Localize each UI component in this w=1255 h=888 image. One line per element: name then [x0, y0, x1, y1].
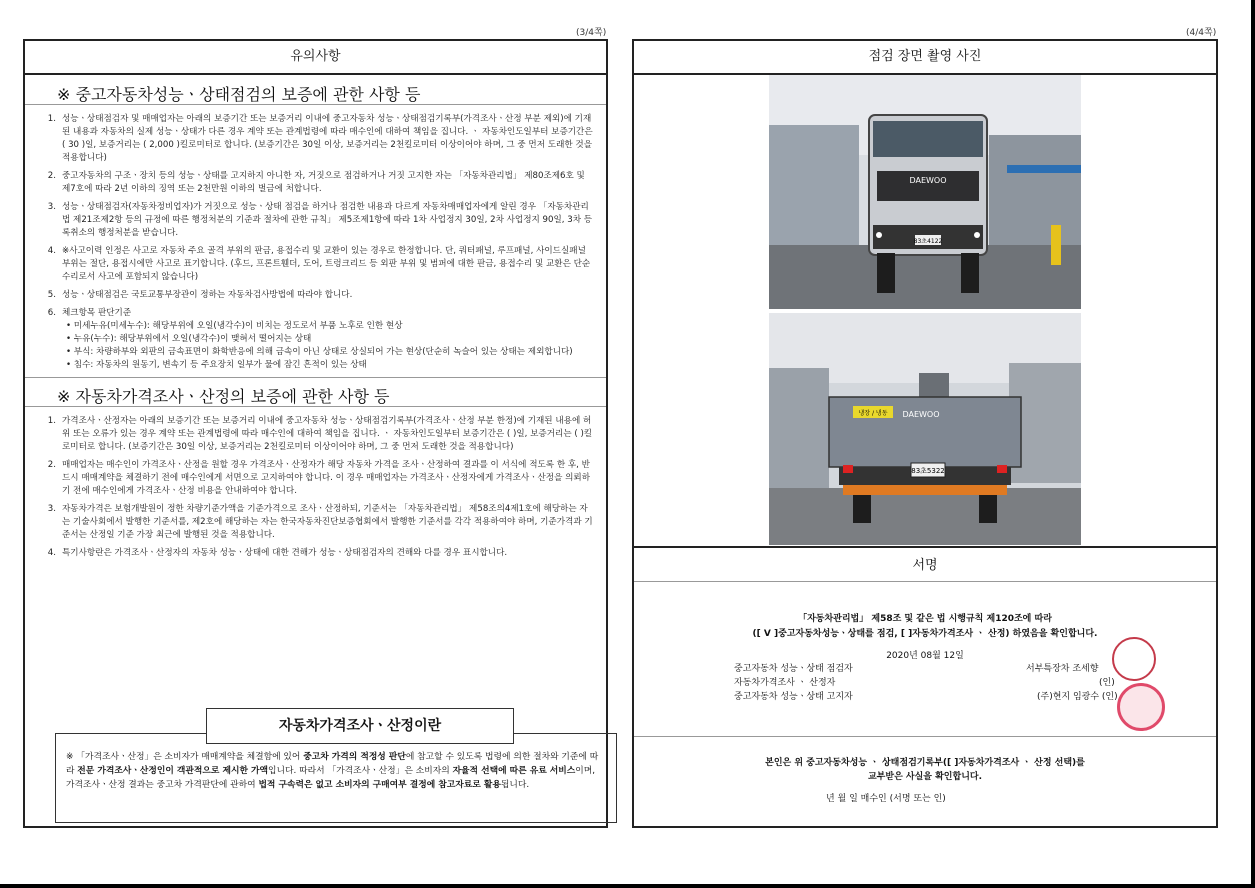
list-item-number: 2.: [47, 460, 56, 470]
list-item-text: [62, 415, 594, 454]
front-truck-photo: [769, 75, 1081, 309]
list-item: [39, 245, 594, 284]
list-item-number: 4.: [47, 246, 56, 256]
list-item-body: 체크항목 판단기준: [62, 308, 132, 318]
price-info-title: 자동차가격조사ㆍ산정이란: [206, 708, 514, 744]
list-item-text: [62, 547, 594, 560]
list-item-body: 성능ㆍ상태점검자(자동차정비업자)가 거짓으로 성능ㆍ상태 점검을 하거나 점검한 내용과 다르게 자동차매매업자에게 알린 경우 「자동차관리법 제21조제2항 등의 규정에 따른 행정처분의 기준과 절차에 관한 규칙」 제5조제1항에 따라 1차 사업정지 30일, 2차 사업정지 90일, 3차 등록취소의 행정처분을 받습니다.: [62, 202, 593, 238]
front-plate: 83초4122: [913, 238, 943, 245]
list-item-number: 3.: [47, 504, 56, 514]
list-item-text: [62, 459, 594, 498]
criteria-item: • 부식: 차량하부와 외판의 금속표면이 화학반응에 의해 금속이 아닌 상태로 상실되어 가는 현상(단순히 녹슬어 있는 상태는 제외합니다): [66, 347, 573, 357]
criteria-item: • 미세누유(미세누수): 해당부위에 오일(냉각수)이 비치는 정도로서 부품 노후로 인한 현상: [66, 321, 403, 331]
list-item-body: 성능ㆍ상태점검은 국토교통부장관이 정하는 자동차검사방법에 따라야 합니다.: [62, 290, 353, 300]
list-item-body: 매매업자는 매수인이 가격조사ㆍ산정을 원할 경우 가격조사ㆍ산정자가 해당 자동차 가격을 조사ㆍ산정하여 결과를 이 서식에 적도록 한 후, 반드시 매매계약을 체결하기 전에 매수인에게 서면으로 고지하여야 합니다. 이 경우 매매업자는 가격조사ㆍ산정자에게 가격조사ㆍ산정을 의뢰하기 전에 매수인에게 가격조사ㆍ산정 비용을 안내하여야 합니다.: [62, 460, 591, 496]
section2-title: ※ 자동차가격조사ㆍ산정의 보증에 관한 사항 등: [25, 377, 606, 407]
criteria-item: • 침수: 자동차의 원동기, 변속기 등 주요장치 일부가 물에 잠긴 흔적이 있는 상태: [66, 360, 367, 370]
list-item-text: [62, 201, 594, 240]
photo-header: 점검 장면 촬영 사진: [634, 41, 1216, 75]
list-item: [39, 547, 594, 560]
list-item: [39, 289, 594, 302]
section1-title: ※ 중고자동차성능ㆍ상태점검의 보증에 관한 사항 등: [25, 75, 606, 105]
company-seal: [1117, 683, 1165, 731]
rear-brand: DAEWOO: [902, 410, 940, 419]
list-item-text: [62, 503, 594, 542]
list-item: [39, 459, 594, 498]
list-item-number: 5.: [47, 290, 56, 300]
photo-sign-panel: [632, 39, 1218, 828]
list-item-text: [62, 245, 594, 284]
signature-header: 서명: [634, 546, 1216, 582]
list-item-body: 성능ㆍ상태점검자 및 매매업자는 아래의 보증기간 또는 보증거리 이내에 중고자동차 성능ㆍ상태점검기록부(가격조사ㆍ산정 부분 제외)에 기재된 내용과 자동차의 실제 성능ㆍ상태가 다른 경우 계약 또는 관계법령에 따라 매수인에 대하여 책임을 집니다. ㆍ 자동차인도일부터 보증기간은 ( 30 )일, 보증거리는 ( 2,000 )킬로미터로 합니다. (보증기간은 30일 이상, 보증거리는 2천킬로미터 이상이어야 하며, 그 중 먼저 도래한 것을 적용합니다): [62, 114, 593, 163]
list-item-number: 2.: [47, 171, 56, 181]
notes-panel: [23, 39, 608, 828]
name-appraiser: (인): [1099, 678, 1115, 688]
price-info-box: [55, 718, 617, 823]
list-item-body: 중고자동차의 구조ㆍ장치 등의 성능ㆍ상태를 고지하지 아니한 자, 거짓으로 점검하거나 거짓 고지한 자는 「자동차관리법」 제80조제6호 및 제7호에 따라 2년 이하의 징역 또는 2천만원 이하의 벌금에 처합니다.: [62, 171, 585, 194]
buyer-separator: [634, 736, 1216, 737]
list-item-number: 3.: [47, 202, 56, 212]
confirm-line: ([ V ]중고자동차성능ㆍ상태를 점검, [ ]자동차가격조사 ㆍ 산정) 하였음을 확인합니다.: [752, 629, 1098, 639]
role-inspector: 중고자동차 성능ㆍ상태 점검자: [734, 664, 853, 674]
law-line: 「자동차관리법」 제58조 및 같은 법 시행규칙 제120조에 따라: [798, 614, 1052, 624]
list-item-body: 자동차가격은 보험개발원이 정한 차량기준가액을 기준가격으로 조사ㆍ산정하되, 기준서는 「자동차관리법」 제58조의4제1호에 해당하는 자는 기술사회에서 발행한 기준서를, 제2호에 해당하는 자는 한국자동차진단보증협회에서 발행한 기준서를 각각 적용하여야 하며, 기준가격과 기준서는 산정일 기준 가장 최근에 발행된 것을 적용합니다.: [62, 504, 593, 540]
name-inspector: 서부특장차 조세향: [1026, 664, 1099, 674]
list-item-number: 1.: [47, 114, 56, 124]
list-item-number: 4.: [47, 548, 56, 558]
list-item-number: 6.: [47, 308, 56, 318]
rear-truck-photo: [769, 313, 1081, 545]
buyer-line-1: 본인은 위 중고자동차성능 ㆍ 상태점검기록부([ ]자동차가격조사 ㆍ 산정 선택)를: [765, 758, 1085, 768]
list-item-body: ※사고이력 인정은 사고로 자동차 주요 골격 부위의 판금, 용접수리 및 교환이 있는 경우로 한정합니다. 단, 쿼터패널, 루프패널, 사이드실패널 부위는 절단, 용접시에만 사고로 표기합니다. (후드, 프론트휀더, 도어, 트렁크리드 등 외판 부위 및 범퍼에 대한 판금, 용접수리 및 교환은 단순수리로서 사고에 포함되지 않습니다): [62, 246, 591, 282]
list-item-body: 가격조사ㆍ산정자는 아래의 보증기간 또는 보증거리 이내에 중고자동차 성능ㆍ상태점검기록부(가격조사ㆍ산정 부분 한정)에 기재된 내용에 허위 또는 오류가 있는 경우 계약 또는 관계법령에 따라 매수인에 대하여 책임을 집니다. ㆍ 자동차인도일부터 보증기간은 ( )일, 보증거리는 ( )킬로미터로 합니다. (보증기간은 30일 이상, 보증거리는 2천킬로미터 이상이어야 하며, 그 중 먼저 도래한 것을 적용합니다): [62, 416, 593, 452]
page-number-left: (3/4쪽): [576, 28, 607, 38]
list-item: [39, 201, 594, 240]
section2-list: [25, 407, 606, 560]
list-item: [39, 170, 594, 196]
list-item-text: [62, 170, 594, 196]
front-brand: DAEWOO: [909, 176, 947, 185]
buyer-line-2: 교부받은 사실을 확인합니다.: [867, 772, 982, 782]
rear-plate: 83초5322: [911, 467, 945, 475]
page-number-right: (4/4쪽): [1186, 28, 1217, 38]
criteria-item: • 누유(누수): 해당부위에서 오일(냉각수)이 맺혀서 떨어지는 상태: [66, 334, 312, 344]
list-item: [39, 307, 594, 372]
role-appraiser: 자동차가격조사 ㆍ 산정자: [734, 678, 836, 688]
list-item-text: [62, 113, 594, 165]
role-notifier: 중고자동차 성능ㆍ상태 고지자: [734, 692, 853, 702]
section1-list: [25, 105, 606, 372]
price-info-text: ※ 「가격조사ㆍ산정」은 소비자가 매매계약을 체결함에 있어 중고차 가격의 적정성 판단에 참고할 수 있도록 법령에 의한 절차와 기준에 따라 전문 가격조사ㆍ산정인이 객관적으로 제시한 가액입니다. 따라서 「가격조사ㆍ산정」은 소비자의 자율적 선택에 따른 유료 서비스이며, 가격조사ㆍ산정 결과는 중고차 가격판단에 관하여 법적 구속력은 없고 소비자의 구매여부 결정에 참고자료로 활용됩니다.: [66, 752, 599, 790]
list-item-body: 특기사항란은 가격조사ㆍ산정자의 자동차 성능ㆍ상태에 대한 견해가 성능ㆍ상태점검자의 견해와 다를 경우 표시합니다.: [62, 548, 508, 558]
rear-sticker: 냉장 / 냉동: [858, 410, 888, 417]
list-item-number: 1.: [47, 416, 56, 426]
sign-date: 2020년 08월 12일: [886, 651, 964, 661]
list-item-text: [62, 307, 594, 372]
buyer-sign-line: 년 월 일 매수인 (서명 또는 인): [826, 794, 946, 804]
inspector-seal: [1112, 637, 1156, 681]
list-item: [39, 503, 594, 542]
list-item: [39, 415, 594, 454]
list-item: [39, 113, 594, 165]
list-item-text: [62, 289, 594, 302]
notes-header: 유의사항: [25, 41, 606, 75]
name-notifier: (주)현지 임광수 (인): [1037, 692, 1118, 702]
